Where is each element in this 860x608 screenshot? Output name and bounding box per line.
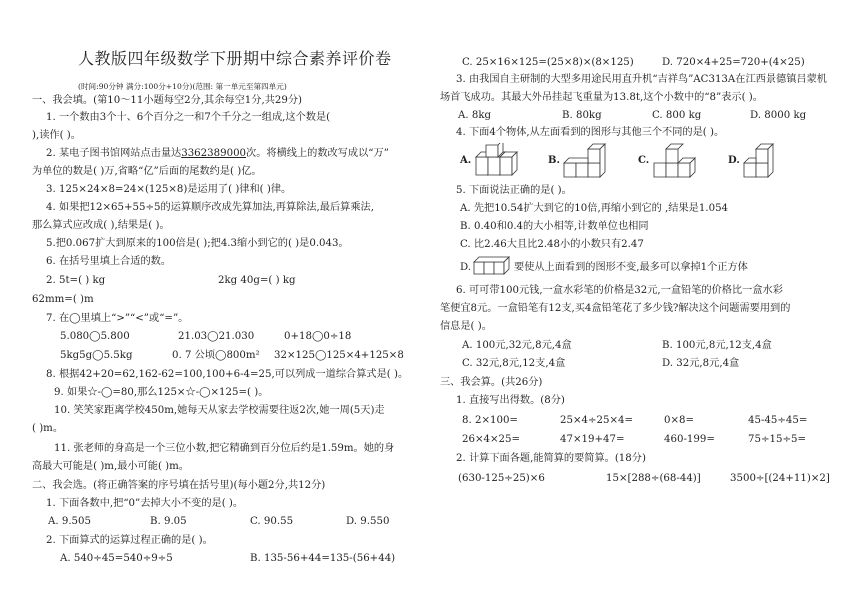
q2-3-opt-a: A. 8kg <box>458 110 492 121</box>
q3-1-item-7: 460-199= <box>664 434 715 445</box>
q1-7-cmp-4: 5kg5g◯5.5kg <box>60 350 133 361</box>
q2-4-label-c: C. <box>638 155 650 166</box>
q2-4-label-d: D. <box>728 155 740 166</box>
q2-5: 5. 下面说法正确的是( )。 <box>456 185 572 196</box>
q3-1-item-5: 26×4×25= <box>462 434 521 445</box>
q2-2: 2. 下面算式的运算过程正确的是( )。 <box>46 535 213 546</box>
q3-1-item-8: 75÷15÷5= <box>748 434 807 445</box>
q3-1-item-3: 0×8= <box>664 415 695 426</box>
q2-2-opt-d: D. 720×4+25=720+(4×25) <box>662 57 805 68</box>
section-3-heading: 三、我会算。(共26分) <box>440 377 543 388</box>
q2-3-line1: 3. 由我国自主研制的大型多用途民用直升机“吉祥鸟”AC313A在江西景德镇吕蒙机 <box>456 74 827 85</box>
q1-6-item-b: 2kg 40g=( ) kg <box>218 275 296 286</box>
section-2-heading: 二、我会选。(将正确答案的序号填在括号里)(每小题2分,共12分) <box>32 480 326 491</box>
q1-11-line2: 高最大可能是( )m,最小可能( )m。 <box>32 461 189 472</box>
q2-5-opt-d: 要使从上面看到的图形不变,最多可以拿掉1个正方体 <box>514 262 748 273</box>
q1-6-item-c: 62mm=( )m <box>32 294 94 305</box>
q2-6-line2: 笔便宜8元。一盒铅笔有12支,买4盒铅笔花了多少钱?解决这个问题需要用到的 <box>440 303 791 314</box>
q2-2-opt-b: B. 135-56+44=135-(56+44) <box>250 553 396 564</box>
q1-2-prefix: 2. 某电子图书馆网站点击量达 <box>46 148 182 159</box>
q1-3: 3. 125×24×8=24×(125×8)是运用了( )律和( )律。 <box>46 184 292 195</box>
q1-6-item-a: 2. 5t=( ) kg <box>46 275 106 286</box>
q2-1-opt-c: C. 90.55 <box>250 516 294 527</box>
q2-4-figure-b <box>562 141 612 181</box>
q1-1-line1: 1. 一个数由3个十、6个百分之一和7个千分之一组成,这个数是( <box>46 112 331 123</box>
q2-1-opt-d: D. 9.550 <box>346 516 390 527</box>
q3-1-item-4: 45-45÷45= <box>748 415 808 426</box>
q2-1-opt-b: B. 9.05 <box>150 516 187 527</box>
q2-4-label-a: A. <box>460 155 472 166</box>
q1-7: 7. 在◯里填上“>”“<”或“=”。 <box>46 313 189 324</box>
q1-11-line1: 11. 张老师的身高是一个三位小数,把它精确到百分位后约是1.59m。她的身 <box>54 443 395 454</box>
q1-10-line1: 10. 笑笑家距离学校450m,她每天从家去学校需要往返2次,她一周(5天)走 <box>54 405 385 416</box>
q1-7-cmp-5: 0. 7 公顷◯800m² <box>172 350 260 361</box>
q2-3-opt-c: C. 800 kg <box>652 110 702 121</box>
q2-4-figure-d <box>742 141 792 181</box>
q2-3-line2: 场首飞成功。其最大外吊挂起飞重量为13.8t,这个小数中的“8”表示( )。 <box>440 92 763 103</box>
q2-4: 4. 下面4个物体,从左面看到的图形与其他三个不同的是( )。 <box>456 127 725 138</box>
q2-6-opt-b: B. 100元,8元,12支,4盒 <box>662 340 772 351</box>
q1-7-cmp-2: 21.03◯21.030 <box>178 331 255 342</box>
q1-2-line2: 为单位的数是( )万,省略“亿”后面的尾数约是( )亿。 <box>32 166 262 177</box>
q2-4-figure-a <box>474 143 528 179</box>
exam-info: (时间:90分钟 满分:100分+10分)(范围: 第一单元至第四单元) <box>78 82 287 91</box>
q2-6-line3: 信息是( )。 <box>440 321 492 332</box>
q1-2-line1 <box>46 147 389 161</box>
q3-1-item-6: 47×19+47= <box>560 434 625 445</box>
q1-2-suffix: 次。将横线上的数改写成以“万” <box>246 148 389 159</box>
q1-8: 8. 根据42+20=62,162-62=100,100+6-4=25,可以列成一道综合算式是( )。 <box>46 369 409 380</box>
q3-1-item-2: 25×4÷25×4= <box>560 415 634 426</box>
q2-5-opt-c: C. 比2.46大且比2.48小的小数只有2.47 <box>460 239 644 250</box>
q2-6-opt-d: D. 32元,8元,4盒 <box>662 358 740 369</box>
q1-2-underlined-number: 3362389000 <box>181 148 247 159</box>
q2-5-opt-a: A. 先把10.54扩大到它的10倍,再缩小到它的 ,结果是1.054 <box>460 203 729 214</box>
q2-5-opt-d-figure <box>472 254 514 276</box>
q1-5: 5.把0.067扩大到原来的100倍是( );把4.3缩小到它的( )是0.043。 <box>46 238 349 249</box>
q2-4-label-b: B. <box>548 155 560 166</box>
section-1-heading: 一、我会填。(第10～11小题每空2分,其余每空1分,共29分) <box>32 95 303 106</box>
q1-9: 9. 如果☆-◯=80,那么125×☆-◯×125=( )。 <box>54 387 269 398</box>
q1-7-cmp-1: 5.080◯5.800 <box>60 331 130 342</box>
q2-5-opt-b: B. 0.40和0.4的大小相等,计数单位也相同 <box>460 221 649 232</box>
q2-1-opt-a: A. 9.505 <box>48 516 91 527</box>
q2-6-opt-c: C. 32元,8元,12支,4盒 <box>462 358 566 369</box>
q1-10-line2: ( )m。 <box>32 423 64 434</box>
q2-3-opt-b: B. 80kg <box>562 110 602 121</box>
page-title: 人教版四年级数学下册期中综合素养评价卷 <box>78 49 392 68</box>
q2-4-figure-c <box>652 141 702 181</box>
q1-7-cmp-6: 32×125◯125×4+125×8 <box>274 350 404 361</box>
q3-2-item-2: 15×[288÷(68-44)] <box>606 473 701 484</box>
q2-3-opt-d: D. 8000 kg <box>750 110 807 121</box>
q3-2-item-3: 3500÷[(24+11)×2] <box>730 473 830 484</box>
q2-1: 1. 下面各数中,把“0”去掉大小不变的是( )。 <box>46 498 244 509</box>
q1-7-cmp-3: 0+18◯0÷18 <box>284 331 352 342</box>
q1-6: 6. 在括号里填上合适的数。 <box>46 256 172 267</box>
q1-4-line1: 4. 如果把12×65+55÷5的运算顺序改成先算加法,再算除法,最后算乘法, <box>46 202 374 213</box>
q2-2-opt-a: A. 540÷45=540÷9÷5 <box>60 553 173 564</box>
q3-2: 2. 计算下面各题,能简算的要简算。(18分) <box>456 453 646 464</box>
q3-1: 1. 直接写出得数。(8分) <box>456 395 565 406</box>
q1-4-line2: 那么算式应改成( ),结果是( )。 <box>32 220 170 231</box>
q1-1-line2: ),读作( )。 <box>32 130 81 141</box>
q2-6-opt-a: A. 100元,32元,8元,4盒 <box>462 340 572 351</box>
q2-2-opt-c: C. 25×16×125=(25×8)×(8×125) <box>462 57 634 68</box>
q3-1-item-1: 8. 2×100= <box>462 415 518 426</box>
q2-5-opt-d-label: D. <box>460 262 472 273</box>
q2-6-line1: 6. 可可带100元钱,一盒水彩笔的价格是32元,一盒铅笔的价格比一盒水彩 <box>456 285 783 296</box>
q3-2-item-1: (630-125÷25)×6 <box>458 473 545 484</box>
